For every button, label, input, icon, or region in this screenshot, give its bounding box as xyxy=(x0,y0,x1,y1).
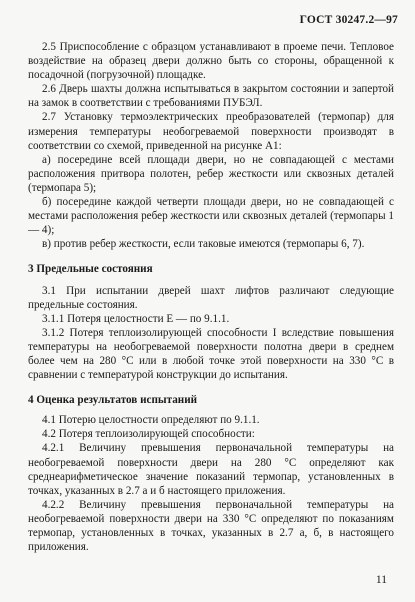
paragraph-3-1-1: 3.1.1 Потеря целостности Е — по 9.1.1. xyxy=(42,312,230,325)
paragraph-2-7-a: а) посередине всей площади двери, но не совпадающей с местами расположения притвора полотен, ребер жесткости или сквозных деталей (термопара 5); xyxy=(28,153,394,194)
paragraph-4-1: 4.1 Потерю целостности определяют по 9.1.1. xyxy=(42,414,260,427)
doc-code-header: ГОСТ 30247.2—97 xyxy=(299,14,398,26)
paragraph-2-7-b: б) посередине каждой четверти площади двери, но не совпадающей с местами расположения ребер жесткости или сквозных деталей (термопары 1— 4); xyxy=(28,196,394,237)
paragraph-4-2-2: 4.2.2 Величину превышения первоначальной температуры на необогреваемой поверхности двери на 330 °С определяют по показаниям термопар, установленных в точках, указанных в 2.7 а, б, в настоящего приложения. xyxy=(28,498,394,554)
paragraph-3-1-2: 3.1.2 Потеря теплоизолирующей способности I вследствие повышения температуры на необогреваемой поверхности полотна двери в среднем более чем на 280 °С или в любой точке этой поверхности на 330 °С в сравнении с температурой конструкции до испытания. xyxy=(28,326,394,382)
section-heading-4: 4 Оценка результатов испытаний xyxy=(28,394,198,407)
paragraph-2-7: 2.7 Установку термоэлектрических преобразователей (термопар) для измерения температуры необогреваемой поверхности производят в соответствии со схемой, приведенной на рисунке А1: xyxy=(28,111,394,152)
paragraph-2-6: 2.6 Дверь шахты должна испытываться в закрытом состоянии и запертой на замок в соответствии с требованиями ПУБЭЛ. xyxy=(28,83,394,110)
paragraph-2-5: 2.5 Приспособление с образцом устанавливают в проеме печи. Тепловое воздействие на образец двери должно быть со стороны, обращенной к посадочной (погрузочной) площадке. xyxy=(28,41,394,82)
paragraph-4-2: 4.2 Потеря теплоизолирующей способности: xyxy=(42,428,255,441)
section-heading-3: 3 Предельные состояния xyxy=(28,263,153,276)
paragraph-2-7-c: в) против ребер жесткости, если таковые имеются (термопары 6, 7). xyxy=(42,238,365,251)
paragraph-3-1: 3.1 При испытании дверей шахт лифтов различают следующие предельные состояния. xyxy=(28,284,394,311)
page-number: 11 xyxy=(375,574,387,586)
document-body xyxy=(28,40,394,554)
paragraph-4-2-1: 4.2.1 Величину превышения первоначальной температуры на необогреваемой поверхности двери на 280 °С определяют как среднеарифметическое значение показаний термопар, установленных в точках, указанных в 2.7 а и б настоящего приложения. xyxy=(28,442,394,497)
